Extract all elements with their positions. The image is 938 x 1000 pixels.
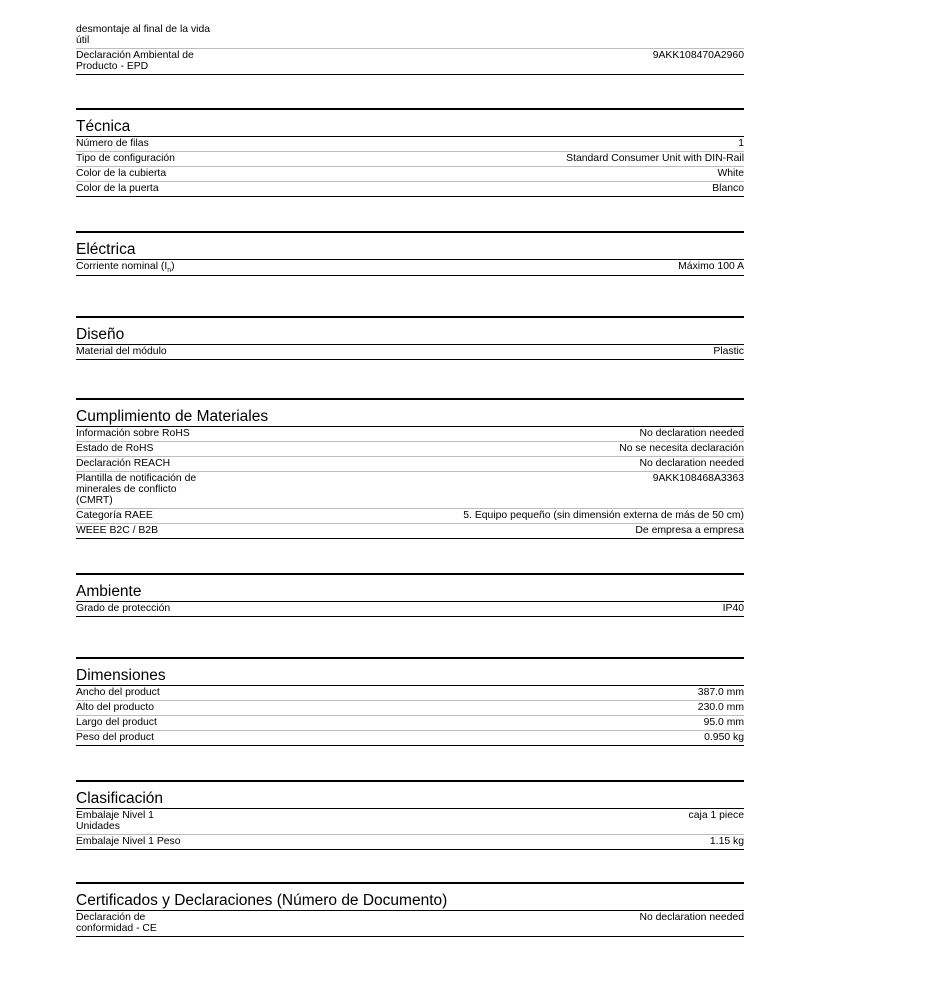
spec-value: De empresa a empresa <box>635 525 744 536</box>
section-dimensiones <box>76 657 744 746</box>
spec-row <box>76 686 744 701</box>
spec-row <box>76 809 744 835</box>
spec-row <box>76 152 744 167</box>
spec-value: Máximo 100 A <box>678 261 744 272</box>
spec-label: Color de la puerta <box>76 183 159 194</box>
spec-label: Embalaje Nivel 1 Peso <box>76 836 181 847</box>
spec-value: 5. Equipo pequeño (sin dimensión externa de más de 50 cm) <box>463 510 744 521</box>
spec-label: Declaración REACH <box>76 458 171 469</box>
section-title: Dimensiones <box>76 659 744 686</box>
spec-value: 95.0 mm <box>703 717 744 728</box>
section-title: Técnica <box>76 110 744 137</box>
spec-label: Categoría RAEE <box>76 510 153 521</box>
spec-value: White <box>717 168 744 179</box>
spec-label: Largo del product <box>76 717 157 728</box>
section-tecnica <box>76 108 744 197</box>
spec-label: Material del módulo <box>76 346 167 357</box>
spec-label: Peso del product <box>76 732 154 743</box>
spec-sheet <box>76 23 744 937</box>
spec-value: No se necesita declaración <box>619 443 744 454</box>
spec-value: Standard Consumer Unit with DIN-Rail <box>566 153 744 164</box>
spec-row <box>76 731 744 746</box>
spec-row <box>76 345 744 360</box>
section-title: Cumplimiento de Materiales <box>76 400 744 427</box>
spec-label: Tipo de configuración <box>76 153 175 164</box>
spec-label: Información sobre RoHS <box>76 428 190 439</box>
spec-value: 0.950 kg <box>704 732 744 743</box>
spec-label: Ancho del product <box>76 687 160 698</box>
section-cumplimiento <box>76 398 744 539</box>
section-certificados <box>76 882 744 937</box>
spec-value: No declaration needed <box>639 458 744 469</box>
spec-label: Estado de RoHS <box>76 443 154 454</box>
spec-label: Grado de protección <box>76 603 171 614</box>
spec-row <box>76 260 744 276</box>
spec-value: IP40 <box>722 603 744 614</box>
spec-value: 9AKK108470A2960 <box>652 50 744 61</box>
spec-value: Blanco <box>712 183 744 194</box>
intro-block <box>76 23 744 75</box>
spec-row <box>76 457 744 472</box>
spec-row <box>76 716 744 731</box>
spec-value: caja 1 piece <box>688 810 744 821</box>
spec-label: WEEE B2C / B2B <box>76 525 158 536</box>
spec-label: Alto del producto <box>76 702 154 713</box>
spec-label: Declaración de conformidad - CE <box>76 912 157 934</box>
spec-value: 230.0 mm <box>697 702 744 713</box>
spec-row <box>76 472 744 509</box>
spec-value: Plastic <box>713 346 744 357</box>
spec-row <box>76 835 744 850</box>
spec-value: No declaration needed <box>639 428 744 439</box>
spec-value: 1.15 kg <box>709 836 744 847</box>
spec-row <box>76 49 744 75</box>
section-ambiente <box>76 573 744 617</box>
spec-label: Color de la cubierta <box>76 168 167 179</box>
spec-row <box>76 427 744 442</box>
section-title: Clasificación <box>76 782 744 809</box>
spec-row <box>76 137 744 152</box>
section-title: Certificados y Declaraciones (Número de Documento) <box>76 884 744 911</box>
spec-row <box>76 911 744 937</box>
section-title: Ambiente <box>76 575 744 602</box>
spec-row <box>76 23 744 49</box>
spec-row <box>76 509 744 524</box>
spec-label: Número de filas <box>76 138 149 149</box>
spec-row <box>76 167 744 182</box>
spec-row <box>76 602 744 617</box>
section-title: Eléctrica <box>76 233 744 260</box>
section-title: Diseño <box>76 318 744 345</box>
spec-row <box>76 701 744 716</box>
spec-value: 387.0 mm <box>697 687 744 698</box>
section-electrica <box>76 231 744 276</box>
spec-value: No declaration needed <box>639 912 744 923</box>
spec-row <box>76 182 744 197</box>
spec-label: desmontaje al final de la vida útil <box>76 24 211 46</box>
spec-label: Declaración Ambiental de Producto - EPD <box>76 50 194 72</box>
spec-label: Corriente nominal $(I_n)$ <box>76 261 175 274</box>
spec-value: 1 <box>738 138 744 149</box>
section-clasificacion <box>76 780 744 850</box>
spec-row <box>76 442 744 457</box>
spec-value: 9AKK108468A3363 <box>652 473 744 484</box>
section-diseno <box>76 316 744 360</box>
spec-label: Embalaje Nivel 1 Unidades <box>76 810 154 832</box>
spec-row <box>76 524 744 539</box>
spec-label: Plantilla de notificación de minerales de conflicto (CMRT) <box>76 473 197 506</box>
